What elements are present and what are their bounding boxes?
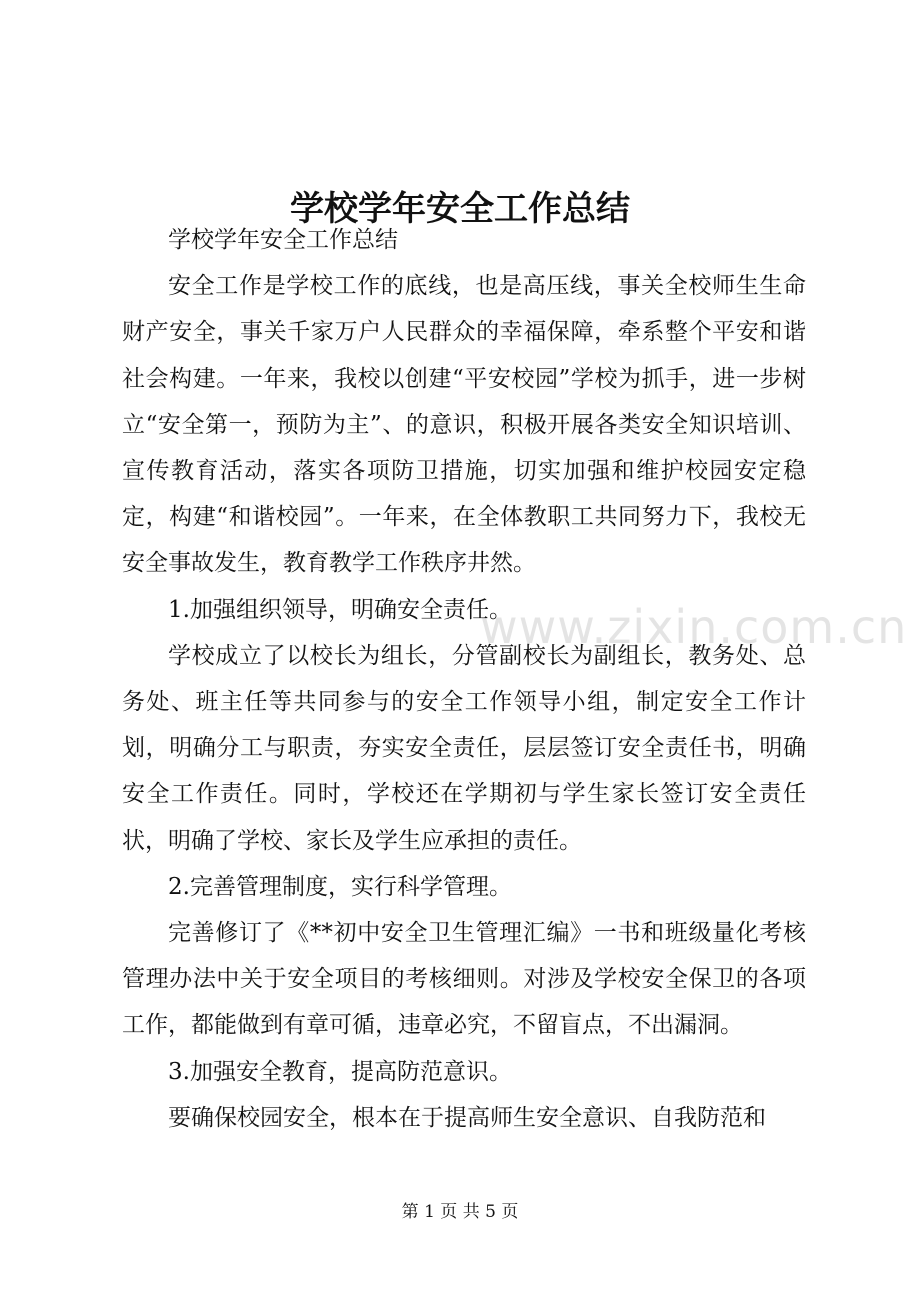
subtitle-paragraph: 学校学年安全工作总结 [168, 227, 398, 253]
section-paragraph-1: 学校成立了以校长为组长，分管副校长为副组长，教务处、总务处、班主任等共同参与的安全工作领导小组，制定安全工作计划，明确分工与职责，夯实安全责任，层层签订安全责任书，明确安全工作责任。同时，学校还在学期初与学生家长签订安全责任状，明确了学校、家长及学生应承担的责任。 [122, 642, 806, 854]
page-footer: 第 1 页 共 5 页 [401, 1202, 519, 1222]
watermark: www.zixin.com.cn [480, 600, 908, 654]
section-heading-3: 3.加强安全教育，提高防范意识。 [168, 1058, 512, 1085]
document-body [122, 217, 806, 1141]
section-paragraph-2: 完善修订了《**初中安全卫生管理汇编》一书和班级量化考核管理办法中关于安全项目的考核细则。对涉及学校安全保卫的各项工作，都能做到有章可循，违章必究，不留盲点，不出漏洞。 [122, 920, 806, 1039]
page-title: 学校学年安全工作总结 [290, 188, 630, 229]
section-paragraph-3: 要确保校园安全，根本在于提高师生安全意识、自我防范和 [168, 1104, 766, 1131]
intro-paragraph: 安全工作是学校工作的底线，也是高压线，事关全校师生生命财产安全，事关千家万户人民群众的幸福保障，牵系整个平安和谐社会构建。一年来，我校以创建“平安校园”学校为抓手，进一步树立“安全第一，预防为主”、的意识，积极开展各类安全知识培训、宣传教育活动，落实各项防卫措施，切实加强和维护校园安定稳定，构建“和谐校园”。一年来，在全体教职工共同努力下，我校无安全事故发生，教育教学工作秩序井然。 [122, 273, 806, 577]
section-heading-1: 1.加强组织领导，明确安全责任。 [168, 596, 512, 623]
section-heading-2: 2.完善管理制度，实行科学管理。 [168, 873, 512, 900]
